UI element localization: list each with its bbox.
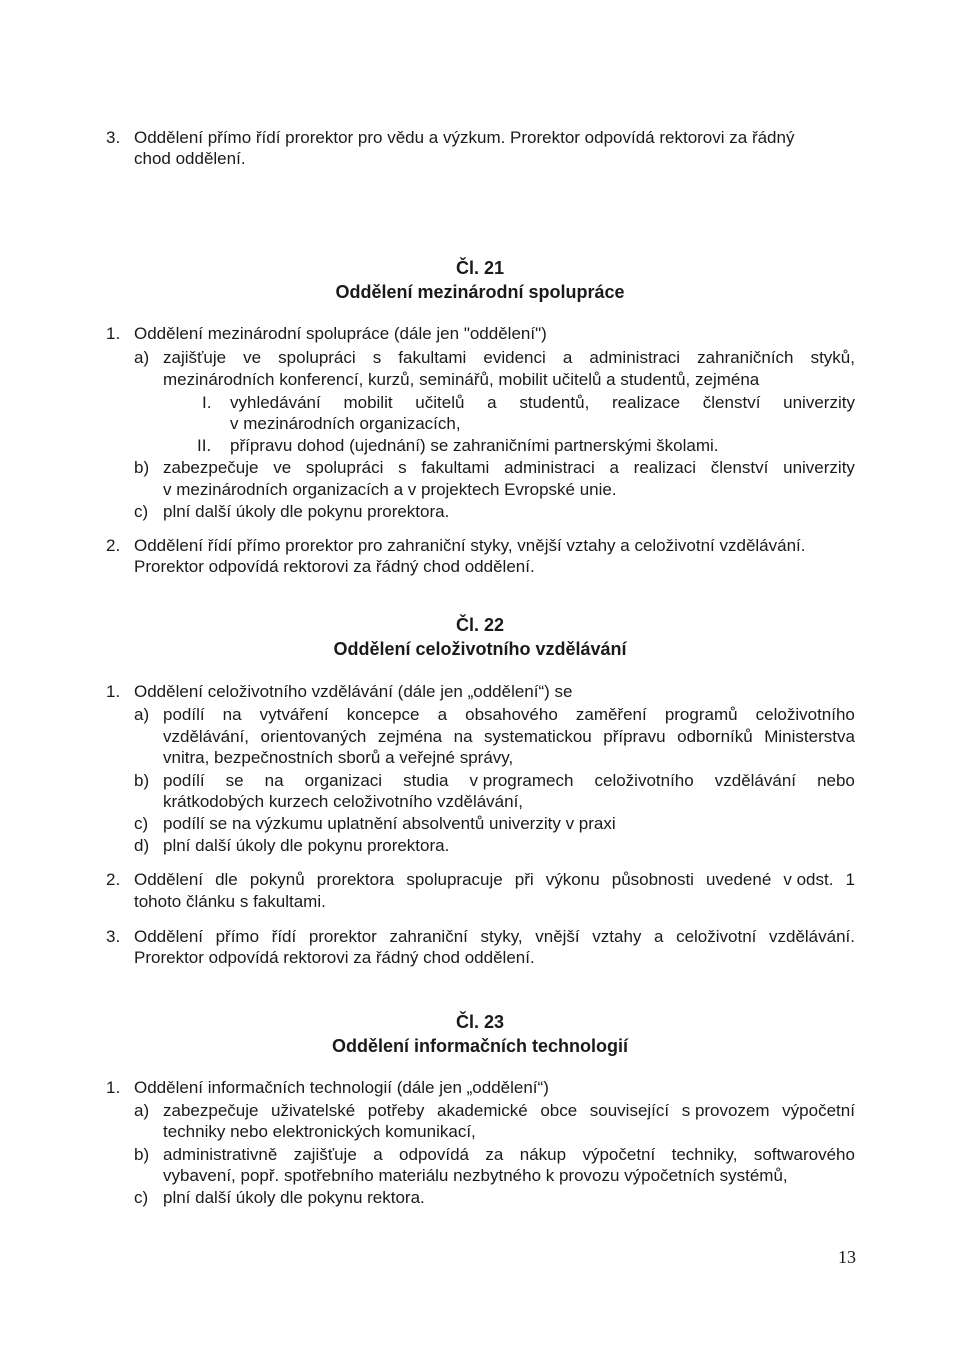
word: související <box>589 1101 670 1120</box>
word: styky, <box>480 927 523 946</box>
word: koncepce <box>346 705 420 724</box>
word: univerzity <box>783 393 855 412</box>
item-label: a) <box>134 705 150 724</box>
word: univerzity <box>783 458 855 477</box>
word: přímo <box>215 927 260 946</box>
word: zaměření <box>575 705 647 724</box>
word: a <box>562 348 573 367</box>
article-title: Oddělení mezinárodní spolupráce <box>335 282 625 302</box>
word: 1 <box>845 870 855 889</box>
word: vzdělávání. <box>768 927 855 946</box>
word: uživatelské <box>271 1101 356 1120</box>
word: a <box>487 393 497 412</box>
item-label: c) <box>134 1188 149 1207</box>
word: na <box>453 727 473 746</box>
item-label: II. <box>197 436 212 455</box>
paragraph-text: Prorektor odpovídá rektorovi za řádný chod oddělení. <box>134 557 535 576</box>
word: vzdělávání <box>714 771 797 790</box>
paragraph-number: 2. <box>106 536 121 555</box>
word: podílí <box>163 771 205 790</box>
word: spolupráci <box>305 458 384 477</box>
word: na <box>264 771 284 790</box>
justified-line <box>230 393 855 413</box>
paragraph-text: Oddělení informačních technologií (dále jen „oddělení“) <box>134 1078 549 1097</box>
justified-line <box>163 1101 855 1121</box>
word: administraci <box>589 348 681 367</box>
word: spolupráci <box>278 348 356 367</box>
word: potřeby <box>367 1101 425 1120</box>
item-label: b) <box>134 771 150 790</box>
word: vnější <box>535 927 580 946</box>
paragraph-text: Oddělení celoživotního vzdělávání (dále jen „oddělení“) se <box>134 682 573 701</box>
word: výpočetní <box>782 1101 855 1120</box>
word: ve <box>243 348 262 367</box>
word: zabezpečuje <box>163 458 259 477</box>
article-number: Čl. 21 <box>455 258 505 278</box>
word: pokynů <box>249 870 305 889</box>
word: Oddělení <box>134 870 203 889</box>
word: systematickou <box>484 727 592 746</box>
word: orientovaných <box>260 727 367 746</box>
word: Oddělení <box>134 927 203 946</box>
word: s <box>372 348 382 367</box>
article-number: Čl. 22 <box>455 615 505 635</box>
word: administraci <box>504 458 595 477</box>
word: zabezpečuje <box>163 1101 259 1120</box>
word: celoživotního <box>594 771 694 790</box>
paragraph-text: Oddělení přímo řídí prorektor pro vědu a výzkum. Prorektor odpovídá rektorovi za řádný <box>134 128 795 147</box>
word: mobilit <box>343 393 393 412</box>
word: obce <box>540 1101 578 1120</box>
item-label: a) <box>134 1101 150 1120</box>
item-label: d) <box>134 836 150 855</box>
word: zejména <box>377 727 443 746</box>
word: a <box>373 1145 383 1164</box>
paragraph-text: plní další úkoly dle pokynu prorektora. <box>163 502 450 521</box>
paragraph-text: plní další úkoly dle pokynu prorektora. <box>163 836 450 855</box>
word: techniky, <box>671 1145 738 1164</box>
word: s provozem <box>681 1101 770 1120</box>
item-label: b) <box>134 458 150 477</box>
word: řídí <box>271 927 297 946</box>
paragraph-number: 2. <box>106 870 121 889</box>
word: a <box>609 458 619 477</box>
word: vyhledávání <box>230 393 321 412</box>
justified-line <box>163 705 855 725</box>
justified-line <box>163 1145 855 1165</box>
word: s <box>398 458 407 477</box>
item-label: c) <box>134 502 149 521</box>
word: přípravu <box>603 727 666 746</box>
item-label: c) <box>134 814 149 833</box>
word: obsahového <box>465 705 558 724</box>
word: realizaci <box>633 458 697 477</box>
justified-line <box>163 458 855 478</box>
word: studentů, <box>519 393 590 412</box>
word: při <box>514 870 534 889</box>
word: zahraniční <box>389 927 468 946</box>
justified-line <box>163 348 855 368</box>
paragraph-text: vnitra, bezpečnostních sborů a veřejné správy, <box>163 748 514 767</box>
word: nebo <box>817 771 855 790</box>
word: organizaci <box>304 771 383 790</box>
word: nákup <box>519 1145 567 1164</box>
word: zajišťuje <box>163 348 227 367</box>
item-label: I. <box>202 393 212 412</box>
paragraph-text: krátkodobých kurzech celoživotního vzdělávání, <box>163 792 524 811</box>
word: v odst. <box>783 870 834 889</box>
word: učitelů <box>415 393 465 412</box>
word: prorektora <box>316 870 395 889</box>
word: programů <box>664 705 738 724</box>
paragraph-number: 1. <box>106 682 121 701</box>
word: členství <box>702 393 761 412</box>
justified-line <box>134 870 855 890</box>
item-label: a) <box>134 348 150 367</box>
justified-line <box>163 727 855 747</box>
word: a <box>654 927 664 946</box>
word: zahraničních <box>697 348 794 367</box>
article-number: Čl. 23 <box>455 1012 505 1032</box>
word: odborníků <box>677 727 753 746</box>
paragraph-text: vybavení, popř. spotřebního materiálu nezbytného k provozu výpočetních systémů, <box>163 1166 788 1185</box>
paragraph-text: v mezinárodních organizacích a v projektech Evropské unie. <box>163 480 617 499</box>
word: odpovídá <box>399 1145 469 1164</box>
paragraph-number: 1. <box>106 1078 121 1097</box>
paragraph-number: 3. <box>106 128 121 147</box>
word: spolupracuje <box>406 870 503 889</box>
paragraph-text: techniky nebo elektronických komunikací, <box>163 1122 476 1141</box>
word: působnosti <box>611 870 694 889</box>
word: ve <box>273 458 292 477</box>
word: fakultami <box>398 348 467 367</box>
word: vztahy <box>592 927 642 946</box>
word: zajišťuje <box>293 1145 357 1164</box>
word: administrativně <box>163 1145 278 1164</box>
word: realizace <box>612 393 681 412</box>
page-number: 13 <box>838 1247 856 1267</box>
word: softwarového <box>753 1145 855 1164</box>
item-label: b) <box>134 1145 150 1164</box>
word: styků, <box>810 348 855 367</box>
word: se <box>225 771 244 790</box>
word: výpočetní <box>582 1145 656 1164</box>
word: celoživotní <box>676 927 757 946</box>
word: v programech <box>469 771 574 790</box>
paragraph-text: podílí se na výzkumu uplatnění absolventů univerzity v praxi <box>163 814 616 833</box>
paragraph-text: chod oddělení. <box>134 149 246 168</box>
word: fakultami <box>421 458 490 477</box>
paragraph-text: mezinárodních konferencí, kurzů, seminářů, mobilit učitelů a studentů, zejména <box>163 370 760 389</box>
word: uvedené <box>706 870 772 889</box>
word: evidenci <box>483 348 546 367</box>
word: prorektor <box>308 927 377 946</box>
article-title: Oddělení celoživotního vzdělávání <box>333 639 627 659</box>
justified-line <box>163 771 855 791</box>
paragraph-text: tohoto článku s fakultami. <box>134 892 326 911</box>
paragraph-text: Oddělení řídí přímo prorektor pro zahraniční styky, vnější vztahy a celoživotní vzdělávání. <box>134 536 806 555</box>
word: vytváření <box>259 705 329 724</box>
paragraph-number: 1. <box>106 324 121 343</box>
paragraph-text: v mezinárodních organizacích, <box>230 414 461 433</box>
word: za <box>485 1145 504 1164</box>
word: výkonu <box>545 870 600 889</box>
word: akademické <box>437 1101 528 1120</box>
article-title: Oddělení informačních technologií <box>331 1036 629 1056</box>
paragraph-text: Prorektor odpovídá rektorovi za řádný chod oddělení. <box>134 948 535 967</box>
paragraph-text: plní další úkoly dle pokynu rektora. <box>163 1188 425 1207</box>
word: vzdělávání, <box>163 727 249 746</box>
word: podílí <box>163 705 205 724</box>
paragraph-text: Oddělení mezinárodní spolupráce (dále jen "oddělení") <box>134 324 547 343</box>
paragraph-text: přípravu dohod (ujednání) se zahraničními partnerskými školami. <box>230 436 719 455</box>
word: celoživotního <box>755 705 855 724</box>
word: členství <box>710 458 769 477</box>
word: na <box>222 705 242 724</box>
word: studia <box>403 771 449 790</box>
word: dle <box>215 870 238 889</box>
word: a <box>437 705 448 724</box>
paragraph-number: 3. <box>106 927 121 946</box>
word: Ministerstva <box>764 727 855 746</box>
justified-line <box>134 927 855 947</box>
